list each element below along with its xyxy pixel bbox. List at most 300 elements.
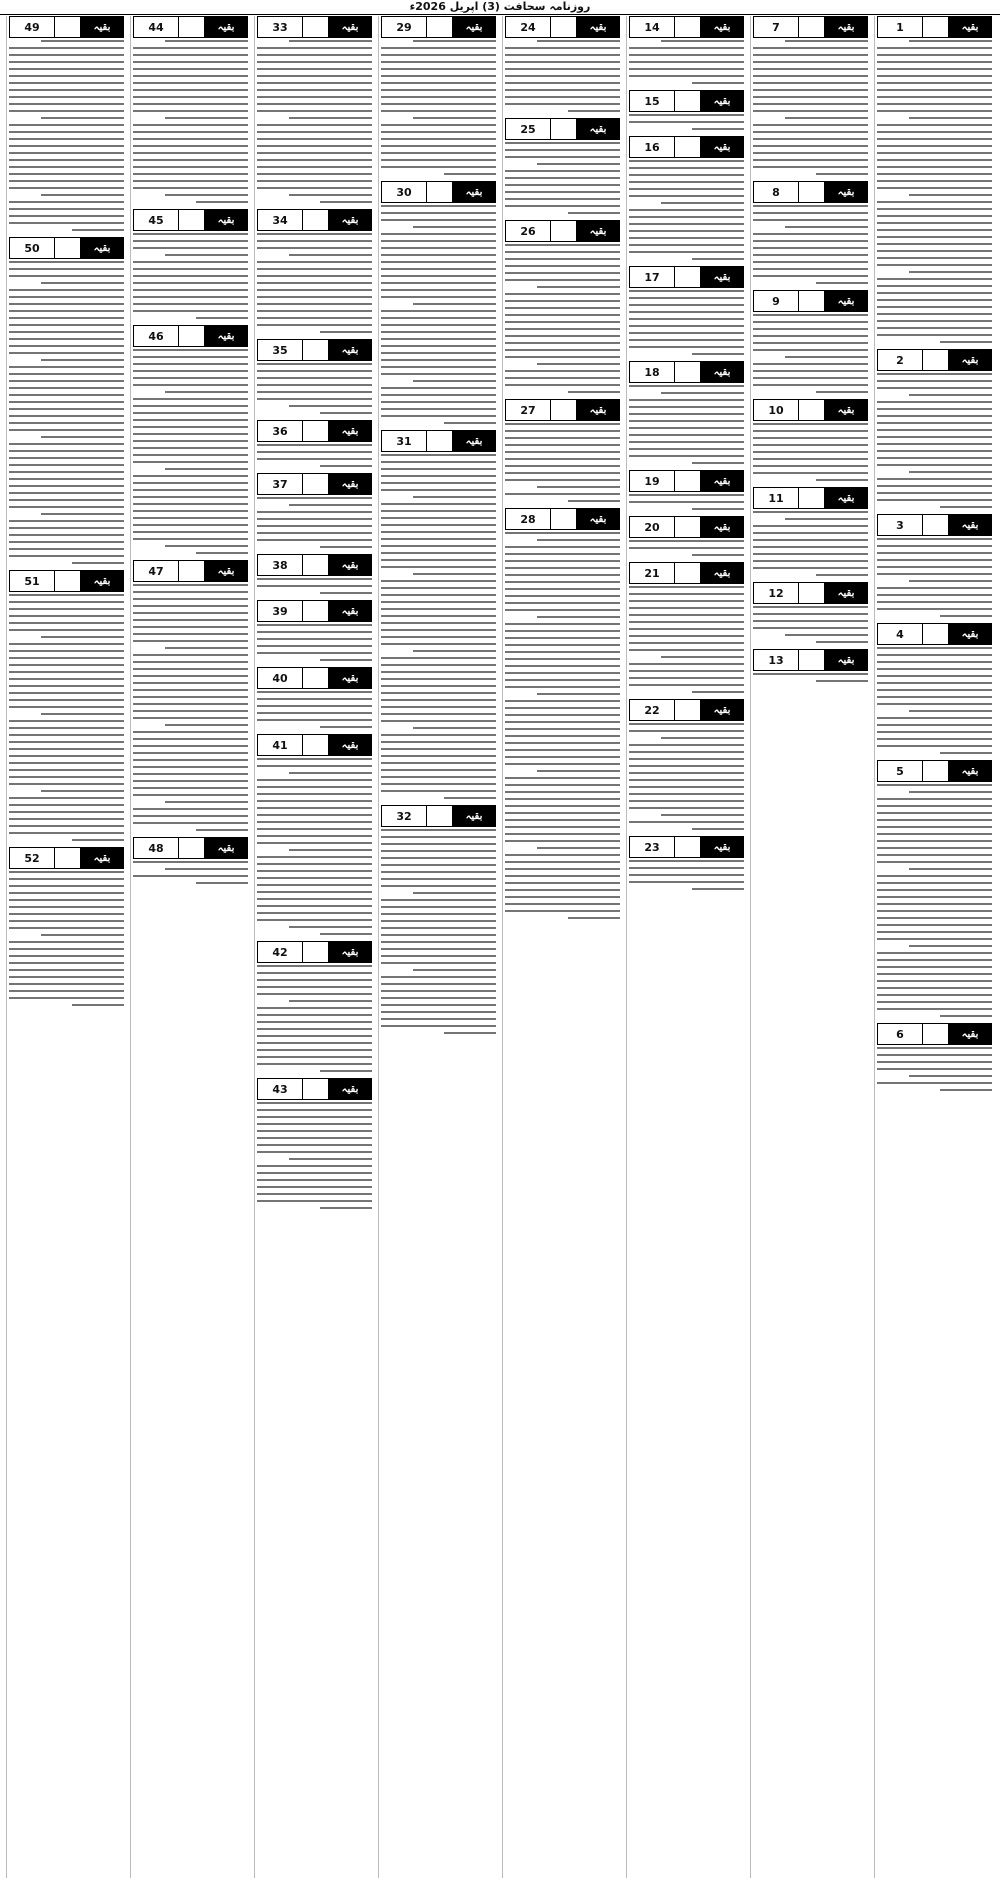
text-line <box>629 494 744 496</box>
text-line <box>133 75 248 77</box>
text-line <box>289 40 372 42</box>
text-line <box>877 173 992 175</box>
text-line <box>877 215 992 217</box>
text-line <box>196 882 248 884</box>
text-line <box>877 1047 992 1049</box>
text-line <box>133 861 248 863</box>
text-line <box>133 503 248 505</box>
text-line <box>753 532 868 534</box>
text-line <box>877 703 992 705</box>
text-line <box>877 987 992 989</box>
text-line <box>629 547 744 549</box>
continuation-label: بقیہ <box>825 650 867 670</box>
text-line <box>133 433 248 435</box>
continuation-number: 15 <box>630 91 674 111</box>
text-line <box>381 54 496 56</box>
text-line <box>9 969 124 971</box>
text-line <box>753 152 868 154</box>
text-line <box>505 82 620 84</box>
continuation-block <box>753 16 868 175</box>
text-line <box>381 510 496 512</box>
text-line <box>877 689 992 691</box>
text-line <box>877 559 992 561</box>
text-line <box>753 75 868 77</box>
text-line <box>413 117 496 119</box>
continuation-label: بقیہ <box>329 474 371 494</box>
continuation-number: 23 <box>630 837 674 857</box>
text-line <box>877 826 992 828</box>
header-spacer <box>54 571 81 591</box>
article-text <box>257 444 372 467</box>
text-line <box>9 506 124 508</box>
text-line <box>629 251 744 253</box>
text-line <box>257 1109 372 1111</box>
continuation-number: 20 <box>630 517 674 537</box>
text-line <box>753 261 868 263</box>
text-line <box>505 437 620 439</box>
text-line <box>9 734 124 736</box>
text-line <box>505 198 620 200</box>
text-line <box>133 356 248 358</box>
text-line <box>9 622 124 624</box>
continuation-header <box>505 508 620 530</box>
text-line <box>9 485 124 487</box>
continuation-header <box>257 600 372 622</box>
text-line <box>257 765 372 767</box>
text-line <box>505 430 620 432</box>
continuation-block <box>505 16 620 112</box>
text-line <box>9 387 124 389</box>
continuation-label: بقیہ <box>701 563 743 583</box>
text-line <box>133 675 248 677</box>
text-line <box>381 219 496 221</box>
text-line <box>877 608 992 610</box>
text-line <box>753 103 868 105</box>
text-line <box>629 304 744 306</box>
text-line <box>257 842 372 844</box>
text-line <box>568 917 620 919</box>
continuation-header <box>505 16 620 38</box>
continuation-header <box>877 1023 992 1045</box>
text-line <box>537 486 620 488</box>
text-line <box>877 257 992 259</box>
page-masthead: روزنامہ سحافت (3) اپریل 2026ء <box>0 0 1000 15</box>
article-text <box>753 314 868 393</box>
text-line <box>41 790 124 792</box>
header-spacer <box>798 17 825 37</box>
text-line <box>257 539 372 541</box>
continuation-block <box>133 16 248 203</box>
text-line <box>133 731 248 733</box>
text-line <box>72 562 124 564</box>
continuation-number: 44 <box>134 17 178 37</box>
text-line <box>9 818 124 820</box>
text-line <box>257 370 372 372</box>
text-line <box>505 861 620 863</box>
text-line <box>785 117 868 119</box>
text-line <box>909 1075 992 1077</box>
text-line <box>753 275 868 277</box>
text-line <box>629 628 744 630</box>
article-text <box>257 758 372 935</box>
text-line <box>877 401 992 403</box>
text-line <box>877 110 992 112</box>
text-line <box>505 479 620 481</box>
text-line <box>413 969 496 971</box>
text-line <box>753 124 868 126</box>
text-line <box>381 857 496 859</box>
text-line <box>381 415 496 417</box>
text-line <box>877 124 992 126</box>
header-spacer <box>798 182 825 202</box>
text-line <box>381 920 496 922</box>
continuation-label: بقیہ <box>577 400 619 420</box>
text-line <box>381 205 496 207</box>
text-line <box>877 952 992 954</box>
text-line <box>9 664 124 666</box>
text-line <box>9 825 124 827</box>
text-line <box>877 82 992 84</box>
text-line <box>381 706 496 708</box>
text-line <box>505 293 620 295</box>
text-line <box>877 696 992 698</box>
text-line <box>133 752 248 754</box>
text-line <box>381 734 496 736</box>
text-line <box>257 1144 372 1146</box>
continuation-number: 41 <box>258 735 302 755</box>
article-text <box>877 373 992 508</box>
text-line <box>877 875 992 877</box>
text-line <box>9 797 124 799</box>
article-text <box>629 586 744 693</box>
text-line <box>877 798 992 800</box>
text-line <box>877 917 992 919</box>
text-line <box>381 296 496 298</box>
text-line <box>257 1116 372 1118</box>
continuation-header <box>133 209 248 231</box>
text-line <box>257 303 372 305</box>
text-line <box>909 40 992 42</box>
text-line <box>257 877 372 879</box>
text-line <box>877 387 992 389</box>
article-text <box>629 385 744 464</box>
text-line <box>133 289 248 291</box>
text-line <box>381 82 496 84</box>
header-spacer <box>302 1079 329 1099</box>
text-line <box>381 387 496 389</box>
text-line <box>41 282 124 284</box>
text-line <box>257 856 372 858</box>
text-line <box>133 173 248 175</box>
text-line <box>257 268 372 270</box>
text-line <box>9 415 124 417</box>
continuation-header <box>753 582 868 604</box>
header-spacer <box>922 350 949 370</box>
text-line <box>9 215 124 217</box>
header-spacer <box>178 838 205 858</box>
text-line <box>257 296 372 298</box>
text-line <box>877 159 992 161</box>
text-line <box>9 89 124 91</box>
text-line <box>629 607 744 609</box>
text-line <box>133 159 248 161</box>
continuation-number: 2 <box>878 350 922 370</box>
text-line <box>877 833 992 835</box>
continuation-label: بقیہ <box>81 238 123 258</box>
text-line <box>381 878 496 880</box>
header-spacer <box>674 517 701 537</box>
text-line <box>257 1130 372 1132</box>
text-line <box>381 671 496 673</box>
continuation-block <box>257 16 372 203</box>
text-line <box>133 447 248 449</box>
text-line <box>9 927 124 929</box>
text-line <box>133 619 248 621</box>
text-line <box>289 504 372 506</box>
text-line <box>257 965 372 967</box>
text-line <box>816 680 868 682</box>
text-line <box>257 54 372 56</box>
continuation-number: 6 <box>878 1024 922 1044</box>
text-line <box>505 349 620 351</box>
text-line <box>9 331 124 333</box>
continuation-block <box>629 470 744 510</box>
text-line <box>133 96 248 98</box>
text-line <box>257 821 372 823</box>
text-line <box>257 124 372 126</box>
text-line <box>381 261 496 263</box>
text-line <box>629 670 744 672</box>
continuation-number: 42 <box>258 942 302 962</box>
text-line <box>133 296 248 298</box>
text-line <box>877 594 992 596</box>
text-line <box>133 440 248 442</box>
text-line <box>257 532 372 534</box>
continuation-number: 39 <box>258 601 302 621</box>
text-line <box>381 359 496 361</box>
continuation-label: بقیہ <box>701 362 743 382</box>
text-line <box>505 714 620 716</box>
text-line <box>877 152 992 154</box>
continuation-number: 18 <box>630 362 674 382</box>
text-line <box>505 177 620 179</box>
text-line <box>692 82 744 84</box>
continuation-block <box>629 516 744 556</box>
news-column <box>130 16 250 1878</box>
text-line <box>9 471 124 473</box>
continuation-number: 16 <box>630 137 674 157</box>
continuation-header <box>877 623 992 645</box>
continuation-number: 1 <box>878 17 922 37</box>
text-line <box>133 780 248 782</box>
text-line <box>877 545 992 547</box>
continuation-label: بقیہ <box>701 91 743 111</box>
continuation-header <box>505 118 620 140</box>
header-spacer <box>674 362 701 382</box>
article-text <box>629 540 744 556</box>
text-line <box>629 860 744 862</box>
text-line <box>877 499 992 501</box>
text-line <box>505 465 620 467</box>
text-line <box>257 624 372 626</box>
text-line <box>629 772 744 774</box>
text-line <box>877 415 992 417</box>
text-line <box>505 581 620 583</box>
text-line <box>629 821 744 823</box>
text-line <box>133 166 248 168</box>
text-line <box>257 152 372 154</box>
text-line <box>9 976 124 978</box>
text-line <box>877 292 992 294</box>
text-line <box>381 454 496 456</box>
header-spacer <box>674 471 701 491</box>
text-line <box>133 510 248 512</box>
text-line <box>257 793 372 795</box>
text-line <box>9 138 124 140</box>
header-spacer <box>798 583 825 603</box>
text-line <box>877 138 992 140</box>
text-line <box>505 910 620 912</box>
continuation-block <box>9 570 124 841</box>
header-spacer <box>922 17 949 37</box>
continuation-number: 37 <box>258 474 302 494</box>
text-line <box>661 814 744 816</box>
header-spacer <box>798 291 825 311</box>
continuation-block <box>505 118 620 214</box>
text-line <box>629 339 744 341</box>
article-text <box>257 624 372 661</box>
text-line <box>9 103 124 105</box>
text-line <box>133 240 248 242</box>
text-line <box>381 934 496 936</box>
continuation-header <box>257 554 372 576</box>
continuation-header <box>877 760 992 782</box>
text-line <box>629 167 744 169</box>
text-line <box>257 1049 372 1051</box>
continuation-header <box>629 516 744 538</box>
continuation-block <box>505 399 620 502</box>
text-line <box>257 282 372 284</box>
continuation-number: 12 <box>754 583 798 603</box>
text-line <box>505 61 620 63</box>
continuation-block <box>133 837 248 884</box>
text-line <box>9 492 124 494</box>
header-spacer <box>302 210 329 230</box>
text-line <box>9 871 124 873</box>
continuation-number: 40 <box>258 668 302 688</box>
text-line <box>505 735 620 737</box>
text-line <box>505 826 620 828</box>
text-line <box>629 441 744 443</box>
text-line <box>381 699 496 701</box>
text-line <box>877 61 992 63</box>
text-line <box>877 966 992 968</box>
continuation-header <box>257 667 372 689</box>
header-spacer <box>674 837 701 857</box>
continuation-label: بقیہ <box>825 583 867 603</box>
news-column <box>750 16 870 1878</box>
text-line <box>629 434 744 436</box>
text-line <box>877 450 992 452</box>
text-line <box>257 691 372 693</box>
continuation-header <box>629 699 744 721</box>
text-line <box>877 1068 992 1070</box>
continuation-label: بقیہ <box>453 431 495 451</box>
text-line <box>413 303 496 305</box>
continuation-number: 4 <box>878 624 922 644</box>
header-spacer <box>302 735 329 755</box>
text-line <box>413 573 496 575</box>
continuation-label: بقیہ <box>577 119 619 139</box>
text-line <box>9 990 124 992</box>
text-line <box>257 173 372 175</box>
continuation-label: بقیہ <box>825 400 867 420</box>
text-line <box>381 720 496 722</box>
continuation-block <box>257 1078 372 1209</box>
continuation-number: 46 <box>134 326 178 346</box>
text-line <box>909 868 992 870</box>
text-line <box>661 737 744 739</box>
text-line <box>133 131 248 133</box>
text-line <box>9 741 124 743</box>
text-line <box>381 268 496 270</box>
text-line <box>444 173 496 175</box>
text-line <box>133 370 248 372</box>
text-line <box>505 791 620 793</box>
text-line <box>692 691 744 693</box>
continuation-label: بقیہ <box>701 267 743 287</box>
continuation-label: بقیہ <box>329 668 371 688</box>
text-line <box>257 585 372 587</box>
text-line <box>505 567 620 569</box>
text-line <box>133 612 248 614</box>
text-line <box>9 422 124 424</box>
text-line <box>320 331 372 333</box>
text-line <box>381 601 496 603</box>
text-line <box>505 889 620 891</box>
text-line <box>9 948 124 950</box>
continuation-number: 35 <box>258 340 302 360</box>
text-line <box>877 408 992 410</box>
header-spacer <box>674 137 701 157</box>
continuation-header <box>629 136 744 158</box>
text-line <box>257 525 372 527</box>
text-line <box>257 61 372 63</box>
text-line <box>381 622 496 624</box>
text-line <box>629 600 744 602</box>
continuation-label: بقیہ <box>81 571 123 591</box>
text-line <box>877 1061 992 1063</box>
text-line <box>9 317 124 319</box>
text-line <box>257 1193 372 1195</box>
continuation-label: بقیہ <box>949 350 991 370</box>
continuation-number: 24 <box>506 17 550 37</box>
text-line <box>381 352 496 354</box>
text-line <box>877 436 992 438</box>
continuation-block <box>753 290 868 393</box>
text-line <box>753 539 868 541</box>
text-line <box>133 626 248 628</box>
article-text <box>381 454 496 799</box>
text-line <box>629 881 744 883</box>
text-line <box>257 82 372 84</box>
text-line <box>257 240 372 242</box>
continuation-block <box>877 16 992 343</box>
continuation-number: 38 <box>258 555 302 575</box>
columns-container <box>6 16 994 1878</box>
text-line <box>381 524 496 526</box>
continuation-header <box>381 430 496 452</box>
